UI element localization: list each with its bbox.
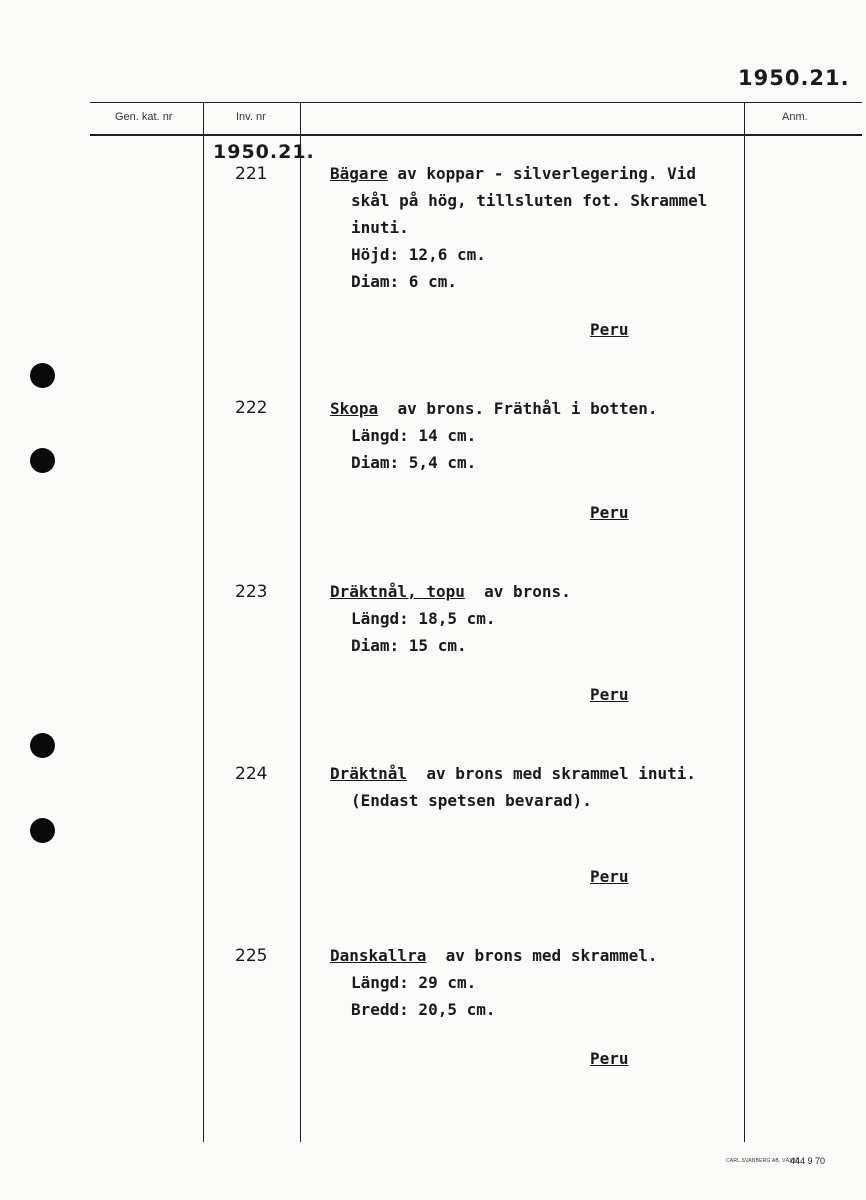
column-header-inv: Inv. nr (236, 111, 266, 123)
punch-hole (30, 363, 55, 388)
object-term: Bägare (330, 164, 388, 183)
entry-description (330, 942, 658, 1023)
inv-number: 221 (235, 164, 268, 184)
column-divider (744, 102, 745, 1142)
description-first-line (330, 760, 696, 787)
table-top-rule (90, 102, 862, 103)
description-first-line (330, 942, 658, 969)
entry-description (330, 760, 696, 814)
inv-number: 222 (235, 398, 268, 418)
column-divider (300, 102, 301, 1142)
table-header-rule (90, 134, 862, 136)
punch-hole (30, 733, 55, 758)
description-text: av brons med skrammel inuti. (407, 764, 697, 783)
origin-label: Peru (590, 503, 629, 522)
punch-hole (30, 818, 55, 843)
description-first-line (330, 395, 658, 422)
description-line: inuti. (351, 218, 409, 237)
description-line: Höjd: 12,6 cm. (351, 245, 486, 264)
description-line: Bredd: 20,5 cm. (351, 1000, 496, 1019)
description-first-line (330, 160, 707, 187)
description-text: av koppar - silverlegering. Vid (387, 164, 697, 183)
inv-number: 225 (235, 946, 268, 966)
column-divider (203, 102, 204, 1142)
description-line: Diam: 15 cm. (351, 636, 467, 655)
entry-description (330, 578, 571, 659)
inv-number: 224 (235, 764, 268, 784)
object-term: Dräktnål (330, 764, 408, 783)
printer-imprint: CARL SVANBERG AB, VÄXJÖ (726, 1158, 800, 1164)
description-text: av brons. Fräthål i botten. (378, 399, 658, 418)
description-line: Diam: 5,4 cm. (351, 453, 477, 472)
entry-description (330, 395, 658, 476)
description-line: Längd: 29 cm. (351, 973, 477, 992)
column-header-anm: Anm. (782, 111, 808, 123)
origin-label: Peru (590, 320, 629, 339)
description-text: av brons med skrammel. (426, 946, 658, 965)
description-line: Diam: 6 cm. (351, 272, 457, 291)
form-code: 444 9 70 (790, 1156, 826, 1166)
object-term: Danskallra (330, 946, 427, 965)
origin-label: Peru (590, 867, 629, 886)
entry-description (330, 160, 707, 295)
description-line: (Endast spetsen bevarad). (351, 791, 592, 810)
object-term: Dräktnål, topu (330, 582, 465, 601)
column-header-gen-kat: Gen. kat. nr (115, 111, 173, 123)
inv-number: 223 (235, 582, 268, 602)
punch-hole (30, 448, 55, 473)
inv-year: 1950.21. (213, 141, 315, 163)
object-term: Skopa (330, 399, 379, 418)
description-text: av brons. (464, 582, 571, 601)
description-line: skål på hög, tillsluten fot. Skrammel (351, 191, 708, 210)
description-line: Längd: 14 cm. (351, 426, 477, 445)
description-first-line (330, 578, 571, 605)
origin-label: Peru (590, 685, 629, 704)
catalog-number: 1950.21. (738, 66, 850, 90)
description-line: Längd: 18,5 cm. (351, 609, 496, 628)
origin-label: Peru (590, 1049, 629, 1068)
